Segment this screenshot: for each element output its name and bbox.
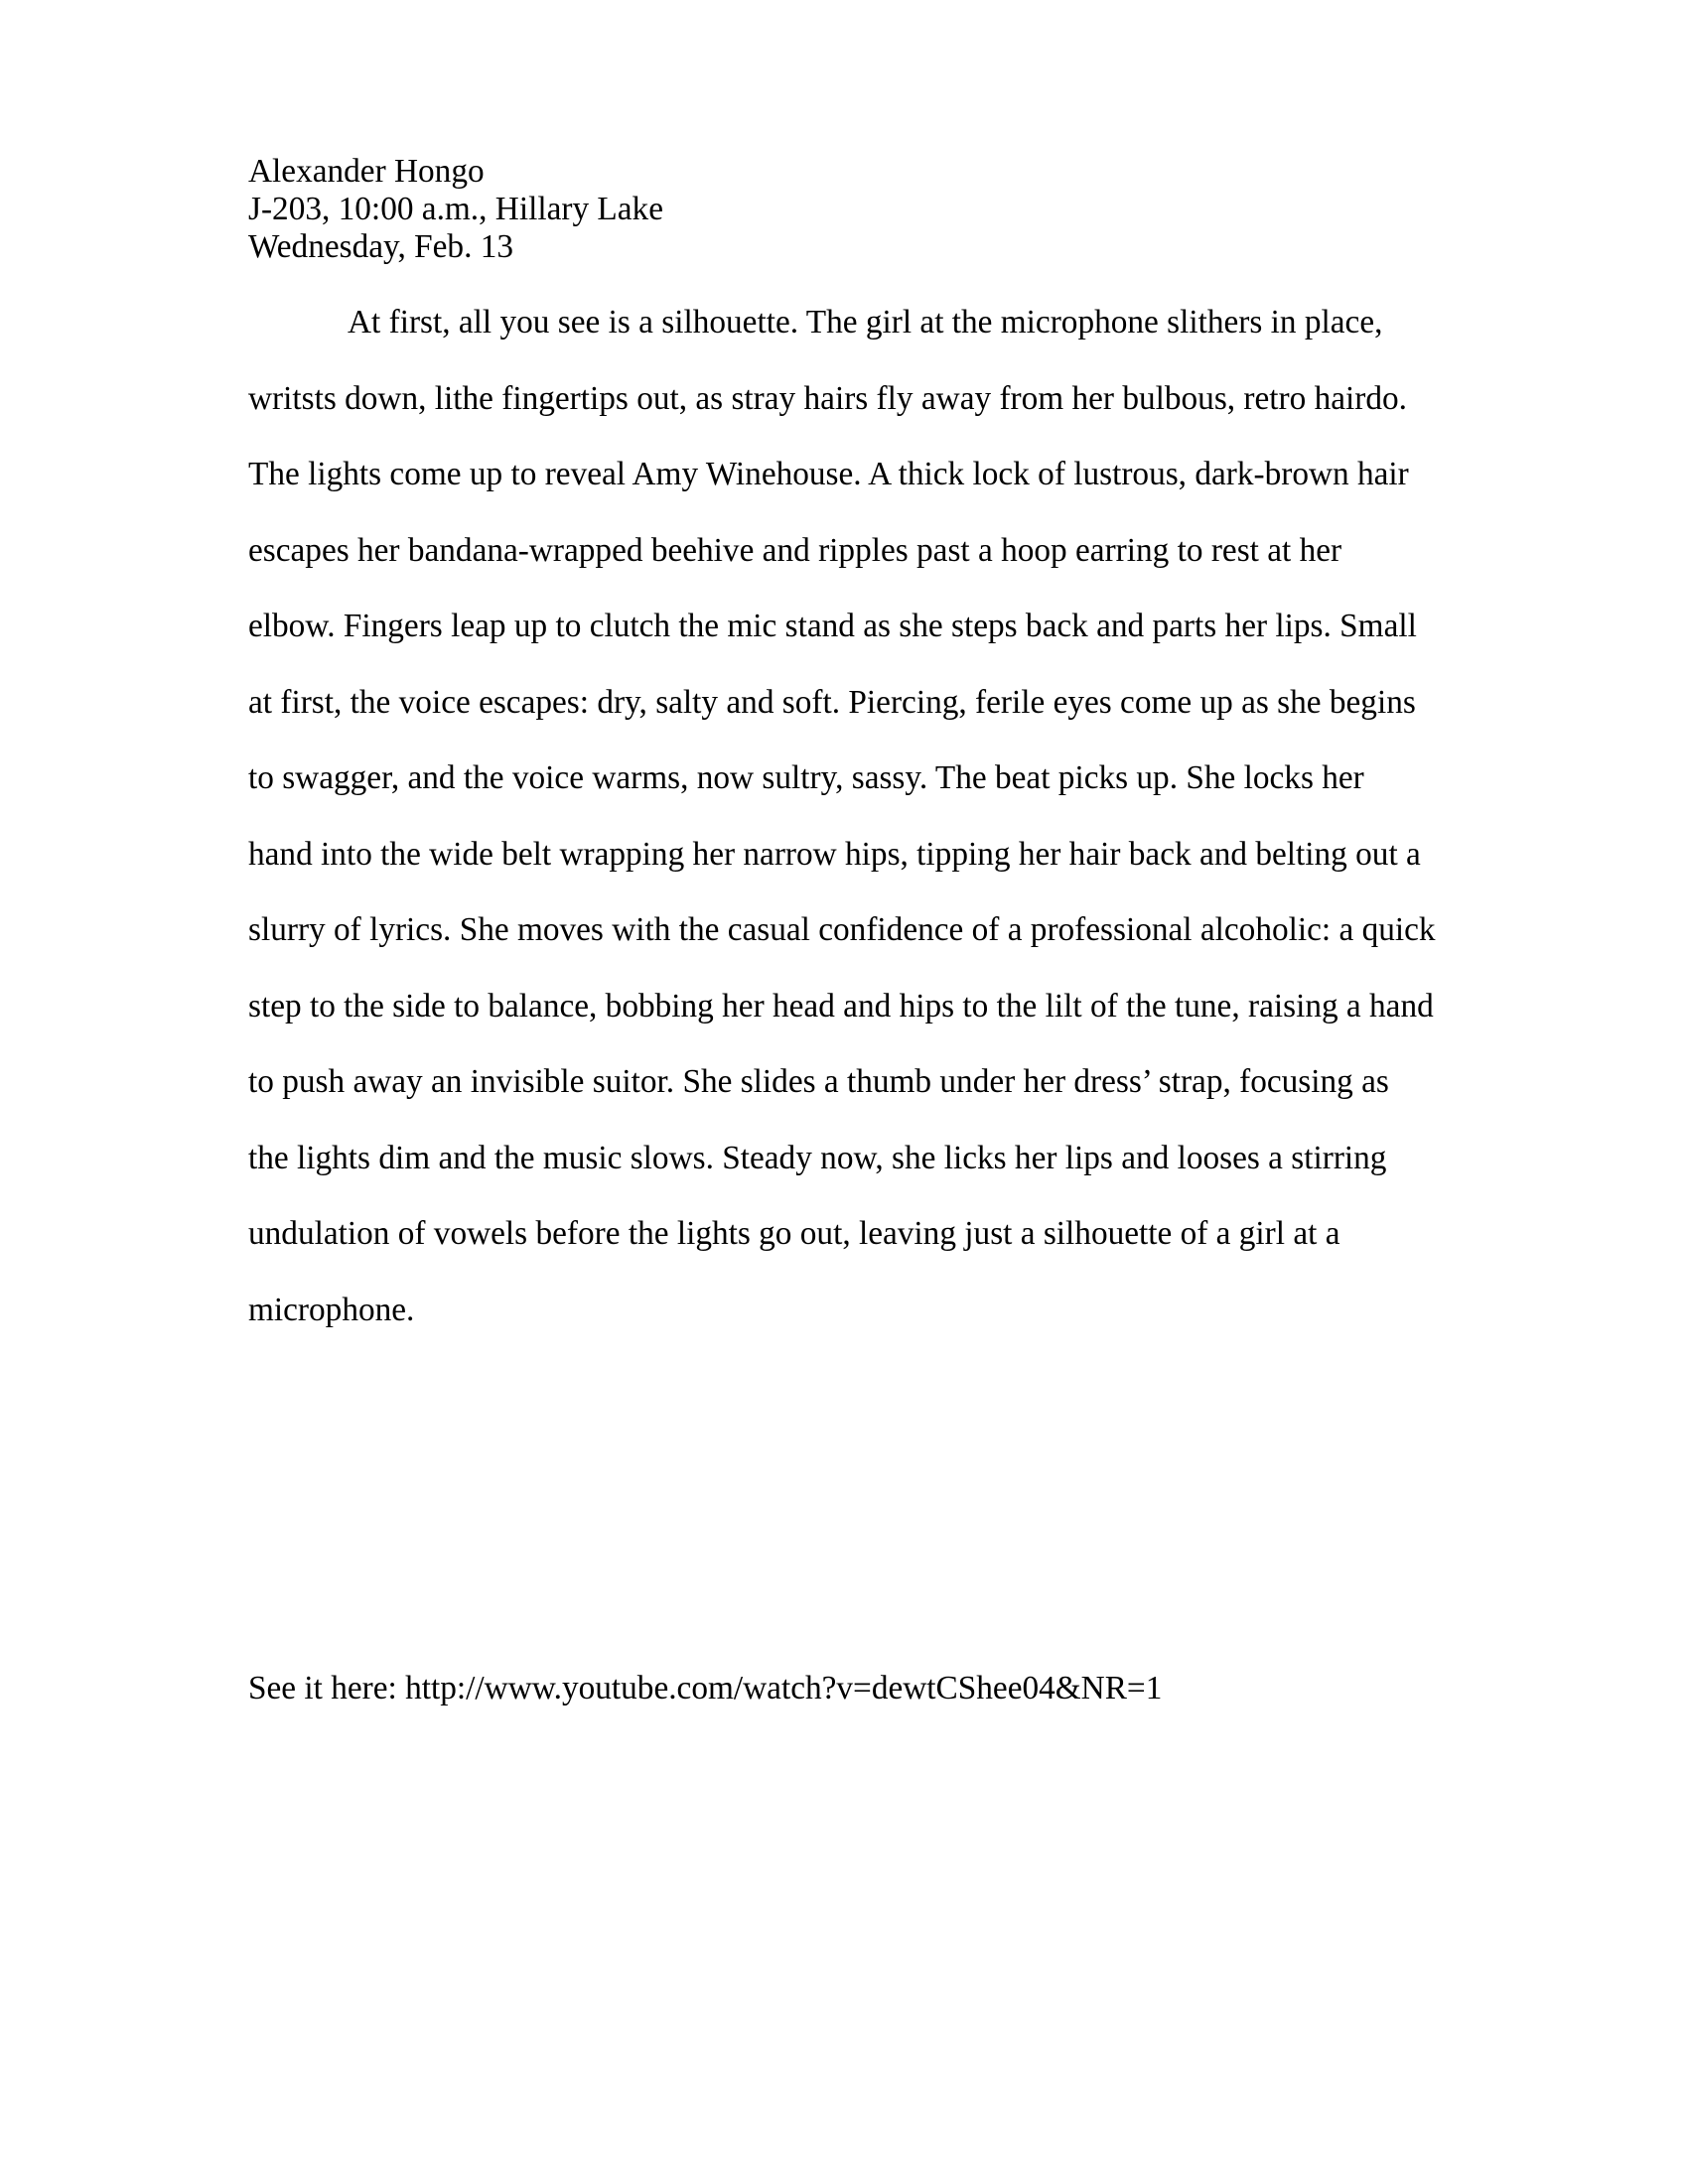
author-name: Alexander Hongo	[248, 153, 485, 190]
paragraph-line: undulation of vowels before the lights go out, leaving just a silhouette of a girl at a	[248, 1215, 1340, 1252]
paragraph-line: At first, all you see is a silhouette. The girl at the microphone slithers in place,	[348, 304, 1383, 341]
paragraph-line: at first, the voice escapes: dry, salty and soft. Piercing, ferile eyes come up as she begins	[248, 683, 1416, 721]
paragraph-line: to swagger, and the voice warms, now sultry, sassy. The beat picks up. She locks her	[248, 759, 1364, 796]
paragraph-line: elbow. Fingers leap up to clutch the mic stand as she steps back and parts her lips. Small	[248, 608, 1417, 644]
date-line: Wednesday, Feb. 13	[248, 228, 514, 265]
paragraph-line: escapes her bandana-wrapped beehive and ripples past a hoop earring to rest at her	[248, 531, 1342, 569]
paragraph-line: hand into the wide belt wrapping her narrow hips, tipping her hair back and belting out a	[248, 835, 1421, 873]
paragraph-line: step to the side to balance, bobbing her head and hips to the lilt of the tune, raising a hand	[248, 987, 1434, 1024]
paragraph-line: to push away an invisible suitor. She slides a thumb under her dress’ strap, focusing as	[248, 1063, 1389, 1100]
paragraph-line: the lights dim and the music slows. Steady now, she licks her lips and looses a stirring	[248, 1139, 1387, 1176]
paragraph-line: microphone.	[248, 1291, 415, 1328]
video-link-line: See it here: http://www.youtube.com/watch?v=dewtCShee04&NR=1	[248, 1670, 1163, 1706]
paragraph-line: writsts down, lithe fingertips out, as stray hairs fly away from her bulbous, retro hairdo.	[248, 379, 1408, 417]
paragraph-line: slurry of lyrics. She moves with the casual confidence of a professional alcoholic: a quick	[248, 911, 1436, 948]
paragraph-line: The lights come up to reveal Amy Winehouse. A thick lock of lustrous, dark-brown hair	[248, 456, 1409, 492]
class-info: J-203, 10:00 a.m., Hillary Lake	[248, 191, 663, 227]
